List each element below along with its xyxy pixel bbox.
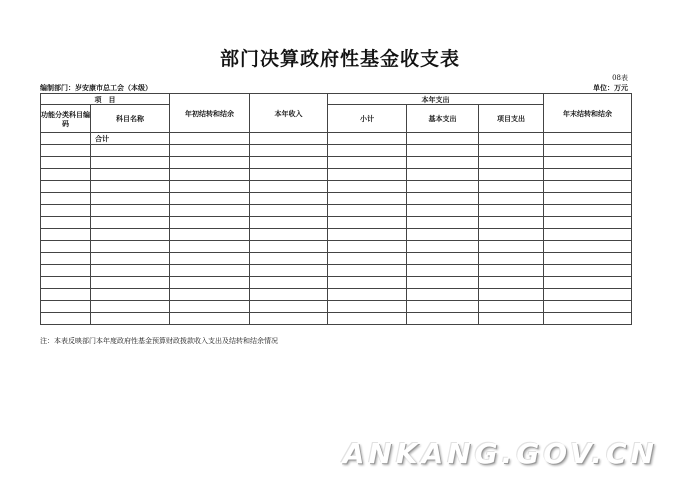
table-cell — [170, 193, 250, 205]
table-cell — [544, 229, 632, 241]
table-cell — [91, 289, 170, 301]
header-project-exp: 项目支出 — [479, 105, 544, 133]
table-cell — [250, 289, 328, 301]
table-cell — [328, 301, 407, 313]
table-cell — [41, 253, 91, 265]
table-cell — [407, 289, 479, 301]
table-cell — [250, 193, 328, 205]
unit-label: 单位：万元 — [593, 83, 628, 92]
table-cell — [544, 169, 632, 181]
table-cell — [250, 217, 328, 229]
fund-table — [40, 93, 632, 325]
table-cell — [407, 313, 479, 325]
table-cell — [544, 217, 632, 229]
table-cell — [170, 157, 250, 169]
table-cell — [170, 265, 250, 277]
table-row — [41, 313, 632, 325]
table-row — [41, 157, 632, 169]
table-cell — [250, 145, 328, 157]
table-cell — [544, 133, 632, 145]
table-cell — [91, 241, 170, 253]
table-cell — [250, 229, 328, 241]
table-cell — [407, 301, 479, 313]
table-cell — [91, 169, 170, 181]
table-cell — [544, 205, 632, 217]
meta-row — [40, 83, 628, 93]
table-cell — [91, 205, 170, 217]
watermark-logo: ANKANG.GOV.CN — [342, 437, 658, 470]
header-income: 本年收入 — [250, 94, 328, 133]
table-cell — [250, 301, 328, 313]
header-item: 项 目 — [41, 94, 170, 105]
table-row — [41, 145, 632, 157]
table-cell — [41, 157, 91, 169]
table-cell — [328, 289, 407, 301]
table-cell — [479, 301, 544, 313]
table-cell — [479, 217, 544, 229]
table-row — [41, 253, 632, 265]
table-row — [41, 181, 632, 193]
header-func-code: 功能分类科目编码 — [41, 105, 91, 133]
table-cell — [479, 145, 544, 157]
header-subtotal: 小计 — [328, 105, 407, 133]
table-cell — [479, 205, 544, 217]
table-cell — [407, 265, 479, 277]
table-cell — [170, 229, 250, 241]
table-cell — [328, 277, 407, 289]
table-cell — [328, 313, 407, 325]
header-basic-exp: 基本支出 — [407, 105, 479, 133]
table-cell — [170, 145, 250, 157]
table-cell — [328, 217, 407, 229]
table-cell — [250, 181, 328, 193]
table-cell — [544, 253, 632, 265]
table-cell — [41, 265, 91, 277]
table-cell — [41, 301, 91, 313]
table-row — [41, 229, 632, 241]
table-cell — [170, 241, 250, 253]
table-cell — [479, 193, 544, 205]
table-cell — [544, 277, 632, 289]
table-row — [41, 205, 632, 217]
table-cell — [328, 157, 407, 169]
header-closing-balance: 年末结转和结余 — [544, 94, 632, 133]
table-cell — [328, 265, 407, 277]
table-cell — [250, 133, 328, 145]
table-cell — [544, 289, 632, 301]
table-cell — [170, 169, 250, 181]
table-cell — [479, 157, 544, 169]
table-cell — [41, 169, 91, 181]
table-cell — [41, 241, 91, 253]
total-label: 合计 — [91, 133, 170, 145]
table-cell — [328, 133, 407, 145]
table-row — [41, 169, 632, 181]
table-cell — [250, 265, 328, 277]
table-cell — [170, 253, 250, 265]
table-cell — [479, 289, 544, 301]
table-row — [41, 217, 632, 229]
table-cell — [328, 193, 407, 205]
table-cell — [328, 145, 407, 157]
table-cell — [328, 229, 407, 241]
table-cell — [479, 241, 544, 253]
table-cell — [407, 157, 479, 169]
table-cell — [170, 313, 250, 325]
table-cell — [91, 229, 170, 241]
table-cell — [479, 229, 544, 241]
table-row — [41, 265, 632, 277]
table-cell — [544, 181, 632, 193]
table-cell — [170, 289, 250, 301]
table-cell — [91, 253, 170, 265]
table-cell — [544, 157, 632, 169]
table-cell — [91, 265, 170, 277]
table-cell — [41, 277, 91, 289]
table-cell — [41, 205, 91, 217]
table-cell — [328, 205, 407, 217]
table-cell — [41, 217, 91, 229]
table-cell — [479, 181, 544, 193]
table-cell — [91, 313, 170, 325]
table-cell — [91, 181, 170, 193]
header-expenditure: 本年支出 — [328, 94, 544, 105]
table-cell — [407, 277, 479, 289]
table-cell — [407, 205, 479, 217]
header-opening-balance: 年初结转和结余 — [170, 94, 250, 133]
table-cell — [41, 193, 91, 205]
table-cell — [479, 169, 544, 181]
header-subject-name: 科目名称 — [91, 105, 170, 133]
table-cell — [91, 217, 170, 229]
table-cell — [170, 133, 250, 145]
table-cell — [250, 157, 328, 169]
table-cell — [544, 301, 632, 313]
table-cell — [479, 313, 544, 325]
table-cell — [250, 277, 328, 289]
table-cell — [250, 253, 328, 265]
table-cell — [407, 145, 479, 157]
table-cell — [170, 277, 250, 289]
table-cell — [41, 229, 91, 241]
table-cell — [41, 133, 91, 145]
table-cell — [407, 253, 479, 265]
table-cell — [250, 169, 328, 181]
table-cell — [170, 181, 250, 193]
table-cell — [41, 313, 91, 325]
table-cell — [250, 205, 328, 217]
table-cell — [328, 241, 407, 253]
table-cell — [41, 181, 91, 193]
table-cell — [250, 313, 328, 325]
table-cell — [170, 301, 250, 313]
table-cell — [91, 301, 170, 313]
table-cell — [41, 289, 91, 301]
table-cell — [479, 133, 544, 145]
page-title: 部门决算政府性基金收支表 — [219, 48, 460, 70]
table-cell — [479, 277, 544, 289]
table-cell — [170, 205, 250, 217]
department-label: 编制部门：岁安康市总工会（本级） — [40, 83, 152, 92]
table-cell — [544, 145, 632, 157]
table-cell — [544, 193, 632, 205]
table-cell — [407, 217, 479, 229]
table-row — [41, 241, 632, 253]
table-cell — [91, 277, 170, 289]
table-cell — [544, 241, 632, 253]
table-cell — [41, 145, 91, 157]
table-cell — [407, 181, 479, 193]
table-cell — [91, 145, 170, 157]
table-cell — [479, 253, 544, 265]
table-cell — [479, 265, 544, 277]
table-cell — [250, 241, 328, 253]
table-cell — [407, 229, 479, 241]
table-cell — [170, 217, 250, 229]
table-number: 08表 — [612, 74, 628, 82]
table-cell — [407, 169, 479, 181]
table-cell — [544, 313, 632, 325]
table-cell — [407, 133, 479, 145]
table-cell — [407, 193, 479, 205]
table-cell — [328, 169, 407, 181]
table-cell — [328, 253, 407, 265]
table-row — [41, 289, 632, 301]
table-cell — [407, 241, 479, 253]
table-row — [41, 277, 632, 289]
footnote: 注：本表反映部门本年度政府性基金预算财政拨款收入支出及结转和结余情况 — [40, 337, 278, 345]
table-cell — [91, 193, 170, 205]
table-row — [41, 301, 632, 313]
table-row — [41, 193, 632, 205]
table-cell — [91, 157, 170, 169]
total-row — [41, 133, 632, 145]
table-cell — [328, 181, 407, 193]
table-cell — [544, 265, 632, 277]
